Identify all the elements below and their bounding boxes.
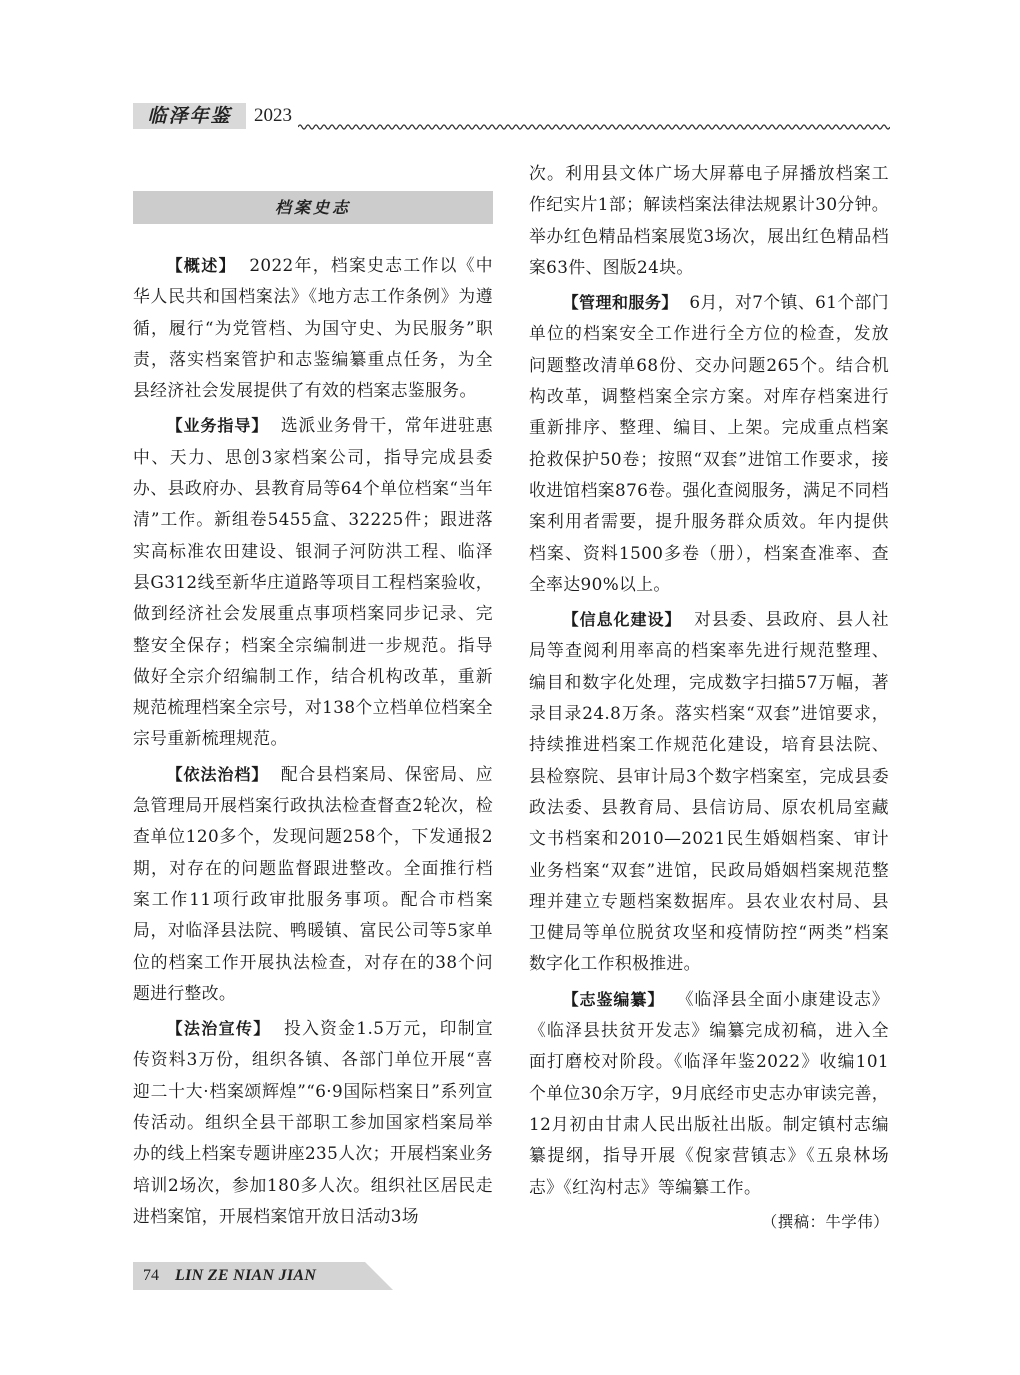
paragraph-text: 选派业务骨干，常年进驻惠中、天力、思创3家档案公司，指导完成县委办、县政府办、县教育局等64个单位档案“当年清”工作。新组卷5455盒、32225件；跟进落实高标准农田建设、银洞子河防洪工程、临泽县G312线至新华庄道路等项目工程档案验收，做到经济社会发展重点事项档案同步记录、完整安全保存；档案全宗编制进一步规范。指导做好全宗介绍编制工作，结合机构改革，重新规范梳理档案全宗号，对138个立档单位档案全宗号重新梳理规范。 <box>133 415 493 749</box>
book-year: 2023 <box>254 105 292 126</box>
running-title: LIN ZE NIAN JIAN <box>175 1267 317 1284</box>
paragraph-continued <box>529 158 889 283</box>
paragraph-text: 对县委、县政府、县人社局等查阅利用率高的档案率先进行规范整理、编目和数字化处理，完成数字扫描57万幅，著录目录24.8万条。落实档案“双套”进馆要求，持续推进档案工作规范化建设，培育县法院、县检察院、县审计局3个数字档案室，完成县委政法委、县教育局、县信访局、原农机局室藏文书档案和2010—2021民生婚姻档案、审计业务档案“双套”进馆，民政局婚姻档案规范整理并建立专题档案数据库。县农业农村局、县卫健局等单位脱贫攻坚和疫情防控“两类”档案数字化工作积极推进。 <box>529 609 889 974</box>
paragraph-title: 【法治宣传】 <box>166 1019 271 1039</box>
header-wave-rule <box>298 121 890 133</box>
paragraph-informatization <box>529 604 889 980</box>
author-credit: （撰稿：牛学伟） <box>761 1212 889 1231</box>
section-title: 档案史志 <box>133 191 493 224</box>
page-footer <box>133 1262 393 1290</box>
paragraph-text: 6月，对7个镇、61个部门单位的档案安全工作进行全方位的检查，发放问题整改清单68份、交办问题265个。结合机构改革，调整档案全宗方案。对库存档案进行重新排序、整理、编目、上架。完成重点档案抢救保护50卷；按照“双套”进馆工作要求，接收进馆档案876卷。强化查阅服务，满足不同档案利用者需要，提升服务群众质效。年内提供档案、资料1500多卷（册），档案查准率、查全率达90%以上。 <box>529 292 889 594</box>
paragraph-law-governance <box>133 759 493 1009</box>
page-header <box>133 103 890 133</box>
paragraph-text: 次。利用县文体广场大屏幕电子屏播放档案工作纪实片1部；解读档案法律法规累计30分钟。举办红色精品档案展览3场次，展出红色精品档案63件、图版24块。 <box>529 163 889 277</box>
left-column <box>133 160 493 1236</box>
paragraph-text: 《临泽县全面小康建设志》《临泽县扶贫开发志》编纂完成初稿，进入全面打磨校对阶段。《临泽年鉴2022》收编101个单位30余万字，9月底经市史志办审读完善，12月初由甘肃人民出版社出版。制定镇村志编纂提纲，指导开展《倪家营镇志》《五泉林场志》《红沟村志》等编纂工作。 <box>529 988 889 1197</box>
paragraph-title: 【依法治档】 <box>166 764 269 784</box>
paragraph-business-guidance <box>133 410 493 754</box>
paragraph-title: 【志鉴编纂】 <box>562 989 665 1009</box>
book-title: 临泽年鉴 <box>133 103 246 129</box>
paragraph-text: 配合县档案局、保密局、应急管理局开展档案行政执法检查督查2轮次，检查单位120多个，发现问题258个，下发通报2期，对存在的问题监督跟进整改。全面推行档案工作11项行政审批服务事项。配合市档案局，对临泽县法院、鸭暖镇、富民公司等5家单位的档案工作开展执法检查，对存在的38个问题进行整改。 <box>133 763 493 1003</box>
paragraph-chronicle-compilation <box>529 984 889 1203</box>
paragraph-title: 【概述】 <box>166 256 236 275</box>
paragraph-management-service <box>529 287 889 600</box>
paragraph-title: 【管理和服务】 <box>562 293 678 313</box>
paragraph-title: 【业务指导】 <box>166 416 269 436</box>
right-column <box>529 158 889 1242</box>
paragraph-text: 投入资金1.5万元，印制宣传资料3万份，组织各镇、各部门单位开展“喜迎二十大·档案颂辉煌”“6·9国际档案日”系列宣传活动。组织全县干部职工参加国家档案局举办的线上档案专题讲座235人次；开展档案业务培训2场次，参加180多人次。组织社区居民走进档案馆，开展档案馆开放日活动3场 <box>133 1018 494 1226</box>
paragraph-text: 2022年，档案史志工作以《中华人民共和国档案法》《地方志工作条例》为遵循，履行“为党管档、为国守史、为民服务”职责，落实档案管护和志鉴编纂重点任务，为全县经济社会发展提供了有效的档案志鉴服务。 <box>133 255 493 401</box>
page-number: 74 <box>143 1267 159 1284</box>
paragraph-law-publicity <box>133 1013 493 1232</box>
paragraph-overview <box>133 250 493 406</box>
paragraph-title: 【信息化建设】 <box>562 610 682 630</box>
